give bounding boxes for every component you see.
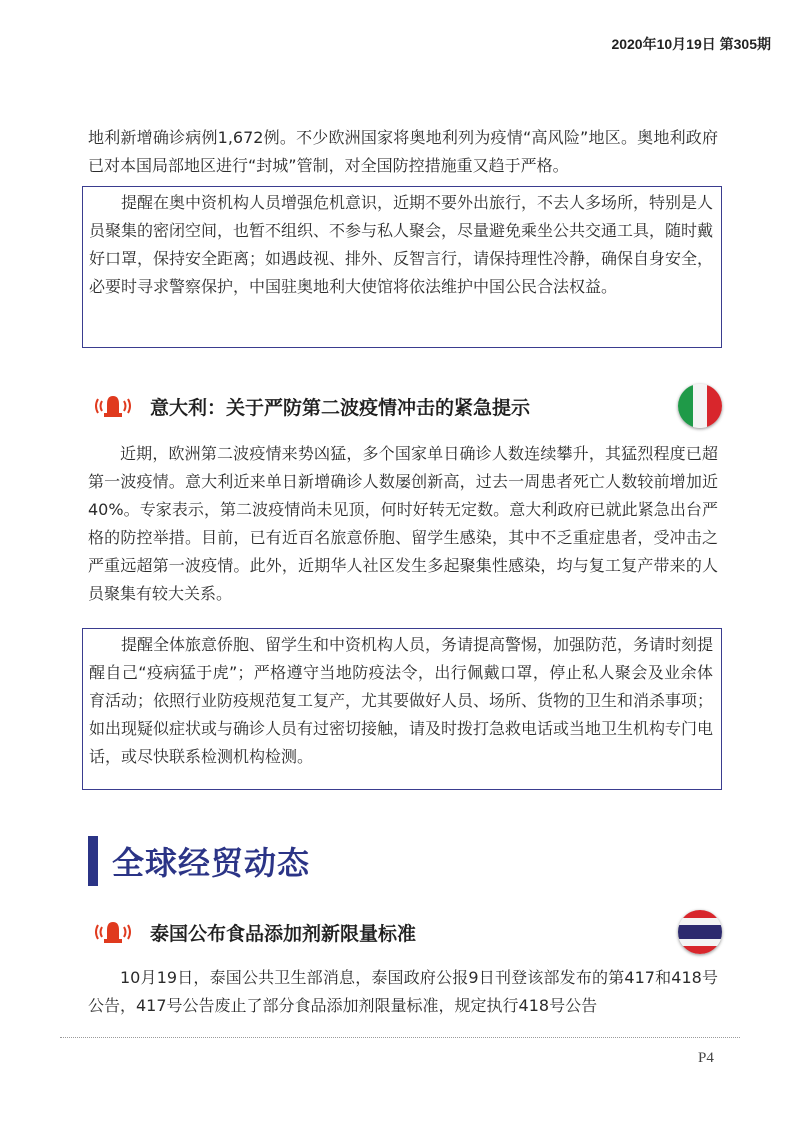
thailand-section-header xyxy=(92,912,722,952)
alarm-bell-icon xyxy=(92,391,138,421)
section-accent-bar xyxy=(88,836,98,886)
thailand-flag-icon xyxy=(678,910,722,954)
italy-paragraph: 近期，欧洲第二波疫情来势凶猛，多个国家单日确诊人数连续攀升，其猛烈程度已超第一波疫情。意大利近来单日新增确诊人数屡创新高，过去一周患者死亡人数较前增加近40%。专家表示，第二波疫情尚未见顶，何时好转无定数。意大利政府已就此紧急出台严格的防控举措。目前，已有近百名旅意侨胞、留学生感染，其中不乏重症患者，受冲击之严重远超第一波疫情。此外，近期华人社区发生多起聚集性感染，均与复工复产带来的人员聚集有较大关系。 xyxy=(88,444,718,603)
alarm-bell-icon xyxy=(92,917,138,947)
italy-reminder-text: 提醒全体旅意侨胞、留学生和中资机构人员，务请提高警惕，加强防范，务请时刻提醒自己“疫病猛于虎”；严格遵守当地防疫法令，出行佩戴口罩，停止私人聚会及业余体育活动；依照行业防疫规范复工复产，尤其要做好人员、场所、货物的卫生和消杀事项；如出现疑似症状或与确诊人员有过密切接触，请及时拨打急救电话或当地卫生机构专门电话，或尽快联系检测机构检测。 xyxy=(89,635,714,766)
italy-flag-icon xyxy=(678,384,722,428)
austria-reminder-box xyxy=(82,186,722,348)
page-number: P4 xyxy=(698,1050,714,1066)
thailand-paragraph: 10月19日，泰国公共卫生部消息，泰国政府公报9日刊登该部发布的第417和418号公告，417号公告废止了部分食品添加剂限量标准，规定执行418号公告 xyxy=(88,968,718,1015)
global-section-title-text: 全球经贸动态 xyxy=(112,844,311,882)
footer-divider xyxy=(60,1037,740,1038)
austria-reminder-text: 提醒在奥中资机构人员增强危机意识，近期不要外出旅行，不去人多场所，特别是人员聚集的密闭空间，也暂不组织、不参与私人聚会，尽量避免乘坐公共交通工具，随时戴好口罩，保持安全距离；如遇歧视、排外、反智言行，请保持理性冷静，确保自身安全，必要时寻求警察保护，中国驻奥地利大使馆将依法维护中国公民合法权益。 xyxy=(89,193,714,296)
austria-paragraph: 地利新增确诊病例1,672例。不少欧洲国家将奥地利列为疫情“高风险”地区。奥地利政府已对本国局部地区进行“封城”管制，对全国防控措施重又趋于严格。 xyxy=(88,128,718,175)
italy-section-header xyxy=(92,386,722,426)
italy-reminder-box xyxy=(82,628,722,790)
global-section-title xyxy=(88,836,310,886)
thailand-title: 泰国公布食品添加剂新限量标准 xyxy=(150,922,417,945)
header-date-issue: 2020年10月19日 第305期 xyxy=(611,36,771,52)
italy-title: 意大利：关于严防第二波疫情冲击的紧急提示 xyxy=(150,396,531,419)
